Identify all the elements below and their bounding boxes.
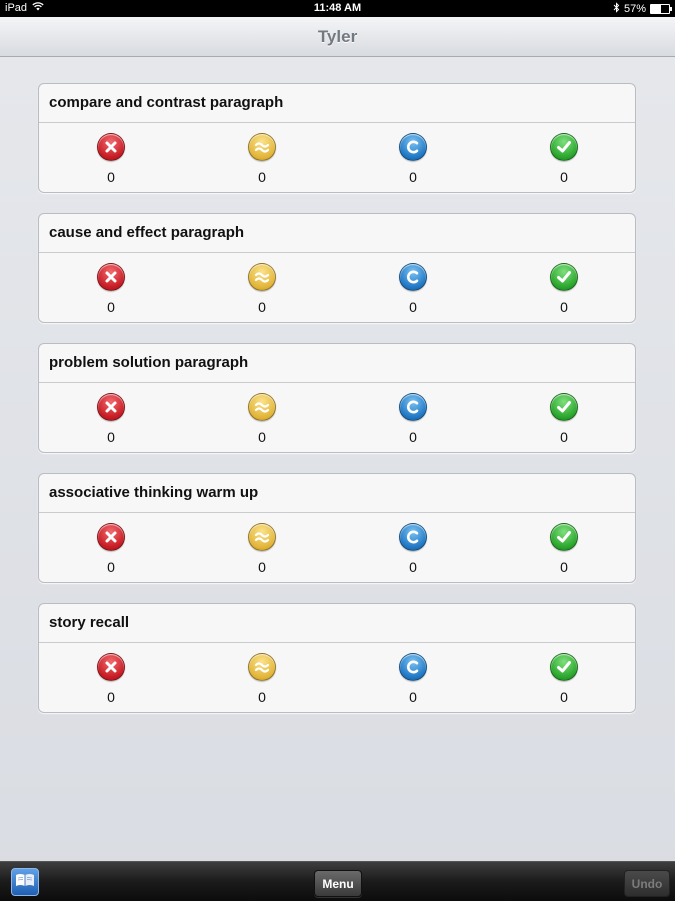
battery-fill	[651, 5, 661, 13]
wrong-icon[interactable]	[97, 133, 125, 161]
book-icon	[15, 873, 35, 892]
score-count: 0	[107, 429, 115, 445]
score-row	[39, 643, 635, 712]
score-cell	[534, 643, 594, 705]
wrong-icon-glyph	[104, 140, 118, 154]
score-cell	[81, 643, 141, 705]
score-count: 0	[107, 559, 115, 575]
score-count: 0	[560, 299, 568, 315]
approximate-icon-glyph	[254, 400, 270, 414]
score-cell	[232, 643, 292, 705]
score-cell	[383, 643, 443, 705]
score-cell	[81, 253, 141, 315]
task-title[interactable]: associative thinking warm up	[39, 474, 635, 513]
task-card	[38, 213, 636, 323]
approximate-icon[interactable]	[248, 653, 276, 681]
status-time: 11:48 AM	[313, 2, 362, 14]
cue-icon-glyph	[405, 269, 421, 285]
approximate-icon-glyph	[254, 140, 270, 154]
score-cell	[81, 513, 141, 575]
score-count: 0	[409, 689, 417, 705]
correct-icon-glyph	[556, 530, 572, 544]
approximate-icon-glyph	[254, 270, 270, 284]
score-cell	[81, 123, 141, 185]
score-count: 0	[258, 169, 266, 185]
task-card	[38, 473, 636, 583]
correct-icon-glyph	[556, 400, 572, 414]
approximate-icon[interactable]	[248, 263, 276, 291]
wrong-icon-glyph	[104, 400, 118, 414]
bluetooth-icon	[613, 2, 620, 16]
approximate-icon-glyph	[254, 530, 270, 544]
undo-button[interactable]: Undo	[624, 870, 670, 897]
correct-icon-glyph	[556, 140, 572, 154]
score-cell	[232, 383, 292, 445]
score-count: 0	[107, 689, 115, 705]
score-cell	[534, 123, 594, 185]
correct-icon[interactable]	[550, 393, 578, 421]
approximate-icon[interactable]	[248, 133, 276, 161]
task-title[interactable]: problem solution paragraph	[39, 344, 635, 383]
cue-icon-glyph	[405, 659, 421, 675]
approximate-icon[interactable]	[248, 393, 276, 421]
score-cell	[232, 253, 292, 315]
task-card	[38, 83, 636, 193]
correct-icon[interactable]	[550, 653, 578, 681]
score-row	[39, 513, 635, 582]
cue-icon[interactable]	[399, 393, 427, 421]
score-count: 0	[258, 429, 266, 445]
score-cell	[534, 253, 594, 315]
wrong-icon[interactable]	[97, 523, 125, 551]
task-list	[38, 83, 636, 733]
score-cell	[383, 123, 443, 185]
task-title[interactable]: story recall	[39, 604, 635, 643]
score-cell	[383, 383, 443, 445]
score-cell	[383, 253, 443, 315]
score-row	[39, 123, 635, 192]
approximate-icon[interactable]	[248, 523, 276, 551]
task-card	[38, 343, 636, 453]
score-count: 0	[258, 299, 266, 315]
approximate-icon-glyph	[254, 660, 270, 674]
status-right	[613, 2, 670, 16]
wrong-icon[interactable]	[97, 653, 125, 681]
battery-icon	[650, 4, 670, 14]
battery-percent: 57%	[623, 3, 646, 15]
score-count: 0	[560, 169, 568, 185]
score-count: 0	[409, 429, 417, 445]
nav-bar	[0, 17, 675, 57]
cue-icon-glyph	[405, 529, 421, 545]
correct-icon[interactable]	[550, 263, 578, 291]
menu-button[interactable]: Menu	[314, 870, 362, 897]
score-count: 0	[409, 299, 417, 315]
score-cell	[534, 383, 594, 445]
score-count: 0	[560, 559, 568, 575]
task-card	[38, 603, 636, 713]
task-title[interactable]: compare and contrast paragraph	[39, 84, 635, 123]
correct-icon[interactable]	[550, 133, 578, 161]
status-bar	[0, 0, 675, 17]
correct-icon-glyph	[556, 270, 572, 284]
wrong-icon-glyph	[104, 530, 118, 544]
cue-icon[interactable]	[399, 263, 427, 291]
score-count: 0	[409, 169, 417, 185]
wrong-icon-glyph	[104, 660, 118, 674]
score-cell	[232, 513, 292, 575]
cue-icon[interactable]	[399, 133, 427, 161]
score-count: 0	[560, 689, 568, 705]
cue-icon-glyph	[405, 139, 421, 155]
score-cell	[81, 383, 141, 445]
correct-icon-glyph	[556, 660, 572, 674]
wrong-icon[interactable]	[97, 393, 125, 421]
task-title[interactable]: cause and effect paragraph	[39, 214, 635, 253]
score-cell	[383, 513, 443, 575]
score-count: 0	[107, 299, 115, 315]
correct-icon[interactable]	[550, 523, 578, 551]
score-cell	[232, 123, 292, 185]
page-title: Tyler	[317, 27, 358, 46]
score-count: 0	[409, 559, 417, 575]
bottom-toolbar	[0, 861, 675, 901]
wrong-icon[interactable]	[97, 263, 125, 291]
book-button[interactable]	[11, 868, 39, 896]
score-cell	[534, 513, 594, 575]
cue-icon[interactable]	[399, 653, 427, 681]
score-row	[39, 253, 635, 322]
score-row	[39, 383, 635, 452]
wrong-icon-glyph	[104, 270, 118, 284]
score-count: 0	[107, 169, 115, 185]
score-count: 0	[258, 559, 266, 575]
device-name: iPad	[5, 2, 28, 14]
score-count: 0	[560, 429, 568, 445]
cue-icon[interactable]	[399, 523, 427, 551]
score-count: 0	[258, 689, 266, 705]
cue-icon-glyph	[405, 399, 421, 415]
